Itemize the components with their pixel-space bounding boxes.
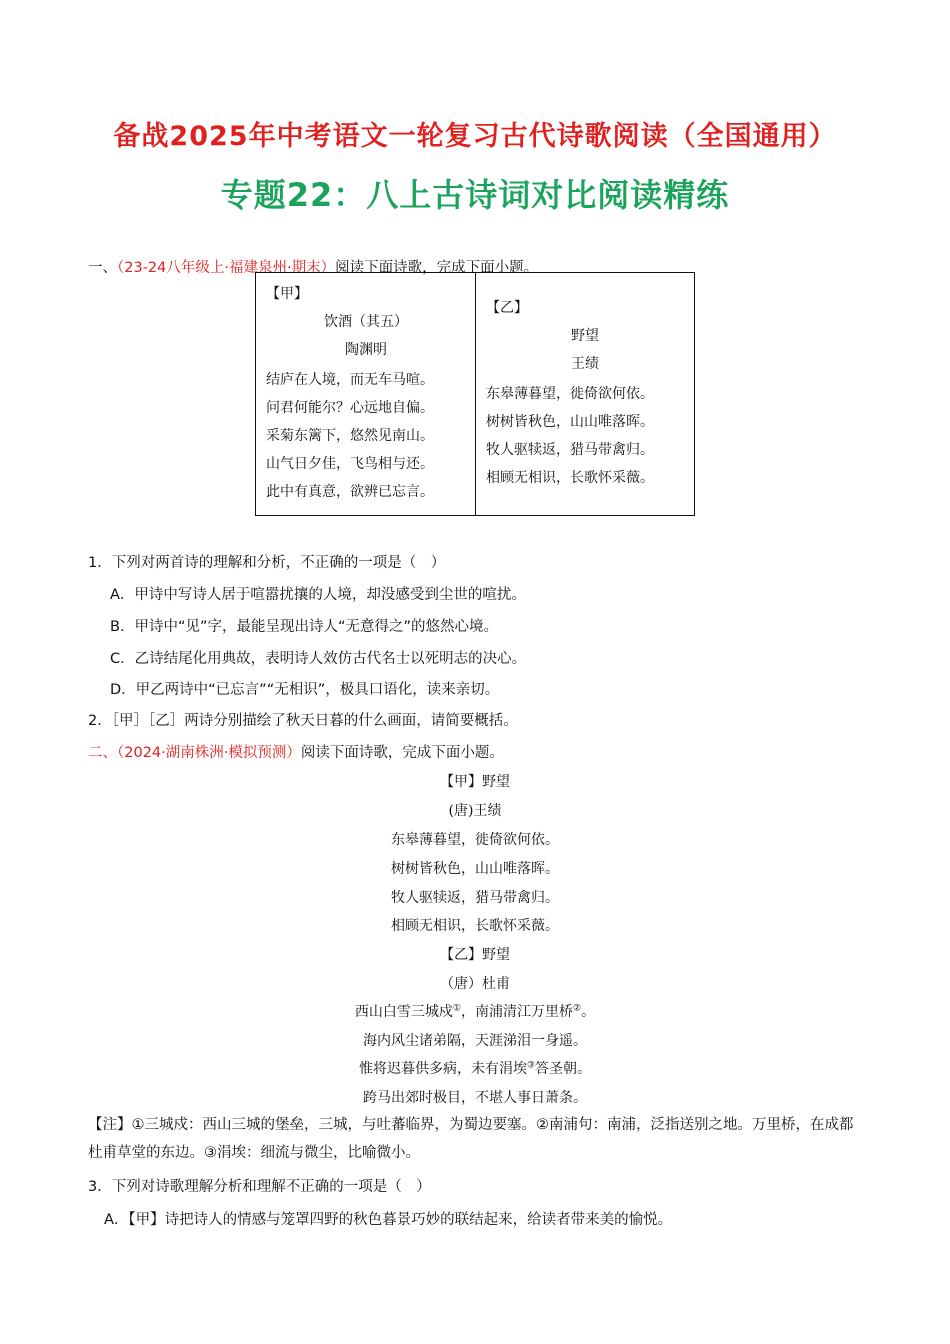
poem-b-title: 野望 — [571, 328, 599, 344]
poem-b-line: 东皋薄暮望，徙倚欲何依。 — [486, 386, 654, 402]
poem-a-line: 此中有真意，欲辨已忘言。 — [266, 484, 434, 500]
section1-prefix: 一、 — [88, 260, 117, 276]
poem2b-line: 跨马出郊时极目，不堪人事日萧条。 — [363, 1090, 587, 1106]
page-subtitle: 专题22：八上古诗词对比阅读精练 — [220, 176, 730, 214]
question-1-option-c: C．乙诗结尾化用典故，表明诗人效仿古代名士以死明志的决心。 — [110, 651, 527, 667]
question-3-stem: 3．下列对诗歌理解分析和理解不正确的一项是（ ） — [88, 1179, 431, 1195]
poem2b-title: 【乙】野望 — [440, 947, 510, 963]
question-3-option-a: A．【甲】诗把诗人的情感与笼罩四野的秋色暮景巧妙的联结起来，给读者带来美的愉悦。 — [104, 1212, 673, 1228]
poem2b-author: （唐）杜甫 — [440, 976, 510, 992]
question-1-option-b: B．甲诗中“见”字，最能呈现出诗人“无意得之”的悠然心境。 — [110, 619, 498, 635]
poem-b-line: 树树皆秋色，山山唯落晖。 — [486, 414, 654, 430]
poem-comparison-table — [255, 272, 695, 516]
poem-b-tag: 【乙】 — [486, 300, 528, 316]
poem2b-line: 西山白雪三城戍①，南浦清江万里桥②。 — [354, 1003, 596, 1020]
section2-source: （2024·湖南株洲·模拟预测） — [117, 745, 301, 761]
section1-source: （23-24八年级上·福建泉州·期末） — [117, 260, 336, 276]
question-1-stem: 1．下列对两首诗的理解和分析，不正确的一项是（ ） — [88, 555, 446, 571]
poem-a-line: 采菊东篱下，悠然见南山。 — [266, 428, 434, 444]
poem-a-line: 问君何能尔？心远地自偏。 — [266, 400, 434, 416]
poem2b-line: 海内风尘诸弟隔，天涯涕泪一身遥。 — [363, 1033, 587, 1049]
poem-b-line: 牧人驱犊返，猎马带禽归。 — [486, 442, 654, 458]
poem-a-tag: 【甲】 — [266, 286, 308, 302]
section2-instruction: 阅读下面诗歌，完成下面小题。 — [300, 745, 504, 761]
poem-a-cell — [256, 273, 476, 515]
poem2a-line: 东皋薄暮望，徙倚欲何依。 — [391, 832, 559, 848]
poem2b-line: 惟将迟暮供多病，未有涓埃③答圣朝。 — [358, 1060, 592, 1077]
question-1-option-a: A．甲诗中写诗人居于喧嚣扰攘的人境，却没感受到尘世的喧扰。 — [110, 587, 526, 603]
annotation-note: 【注】①三城戍：西山三城的堡垒，三城，与吐蕃临界，为蜀边要塞。②南浦句：南浦，泛指送别之地。万里桥，在成都杜甫草堂的东边。③涓埃：细流与微尘，比喻微小。 — [88, 1117, 854, 1161]
question-1-option-d: D．甲乙两诗中“已忘言”“无相识”，极具口语化，读来亲切。 — [110, 682, 500, 698]
poem-a-author: 陶渊明 — [345, 342, 387, 358]
poem-b-line: 相顾无相识，长歌怀采薇。 — [486, 470, 654, 486]
poem-b-author: 王绩 — [571, 356, 599, 372]
poem-a-line: 山气日夕佳，飞鸟相与还。 — [266, 456, 434, 472]
section1-instruction: 阅读下面诗歌，完成下面小题。 — [335, 260, 539, 276]
question-2-stem: 2．［甲］［乙］两诗分别描绘了秋天日暮的什么画面，请简要概括。 — [88, 713, 518, 729]
poem-a-line: 结庐在人境，而无车马喧。 — [266, 372, 434, 388]
poem2a-author: (唐)王绩 — [448, 803, 502, 819]
poem2a-line: 树树皆秋色，山山唯落晖。 — [391, 861, 559, 877]
poem-b-cell — [476, 273, 694, 515]
page-title: 备战2025年中考语文一轮复习古代诗歌阅读（全国通用） — [113, 121, 837, 152]
section2-prefix: 二、 — [88, 745, 117, 761]
poem2a-line: 相顾无相识，长歌怀采薇。 — [391, 918, 559, 934]
poem2a-line: 牧人驱犊返，猎马带禽归。 — [391, 890, 559, 906]
section2-heading — [88, 741, 504, 762]
poem-a-title: 饮酒（其五） — [324, 314, 408, 330]
poem2a-title: 【甲】野望 — [440, 774, 510, 790]
